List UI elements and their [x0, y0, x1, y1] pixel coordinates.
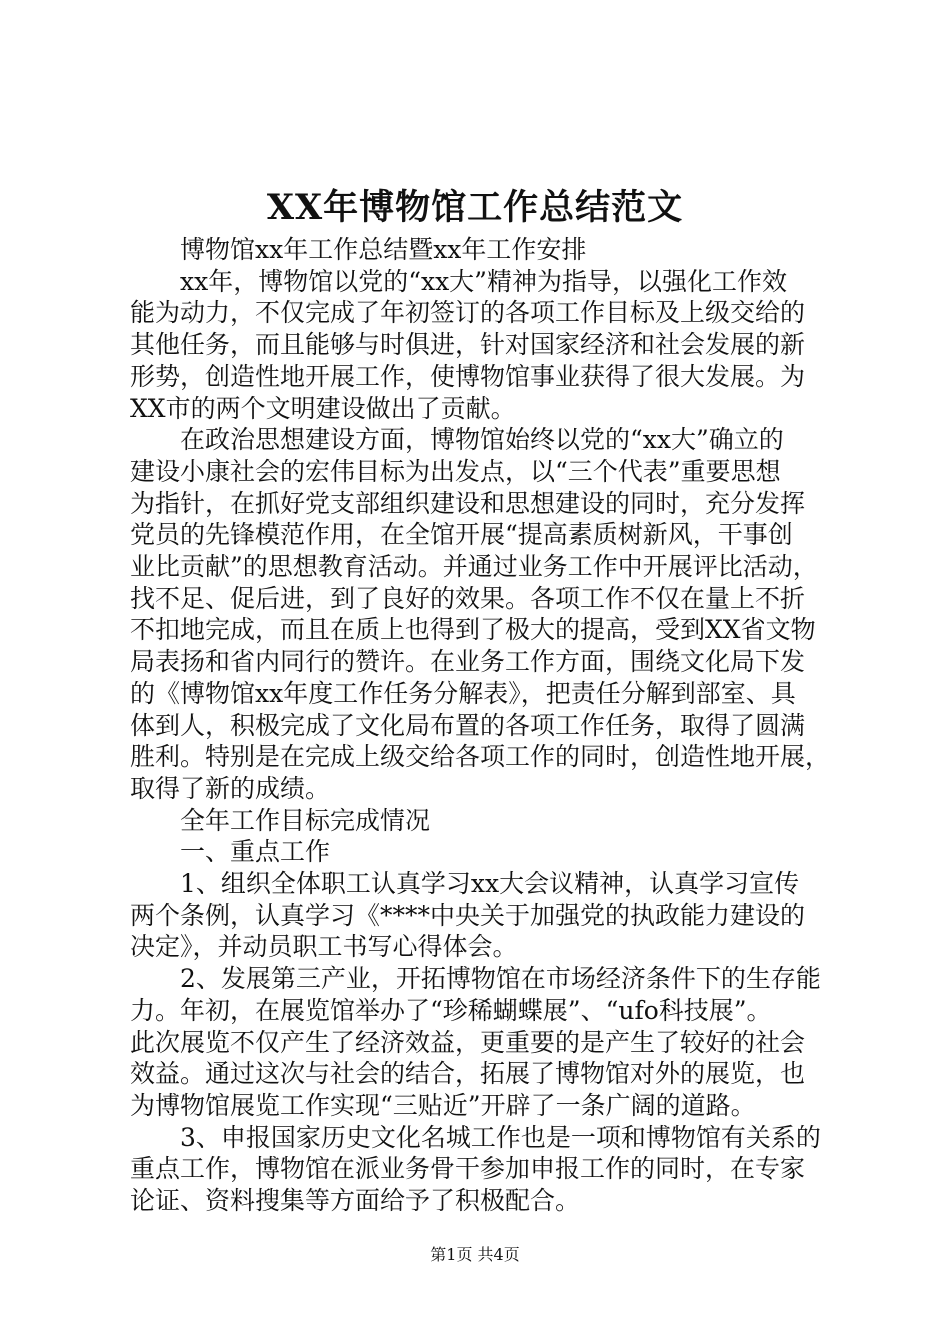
text-line: 一、重点工作	[180, 837, 331, 867]
text-line: xx年，博物馆以党的“xx大”精神为指导，以强化工作效	[180, 266, 787, 296]
text-line: 为博物馆展览工作实现“三贴近”开辟了一条广阔的道路。	[130, 1090, 756, 1120]
paragraph	[130, 1122, 830, 1217]
text-line: 其他任务，而且能够与时俱进，针对国家经济和社会发展的新	[130, 330, 806, 360]
text-line: 3、申报国家历史文化名城工作也是一项和博物馆有关系的	[180, 1122, 821, 1152]
text-line: 找不足、促后进，到了良好的效果。各项工作不仅在量上不折	[130, 583, 806, 613]
text-line: XX市的两个文明建设做出了贡献。	[130, 393, 516, 423]
text-line: 决定》，并动员职工书写心得体会。	[130, 932, 518, 962]
text-line: 在政治思想建设方面，博物馆始终以党的“xx大”确立的	[180, 425, 784, 455]
text-line: 两个条例，认真学习《****中央关于加强党的执政能力建设的	[130, 900, 806, 930]
text-line: 体到人，积极完成了文化局布置的各项工作任务，取得了圆满	[130, 710, 806, 740]
paragraph	[130, 424, 830, 804]
text-line: 2、发展第三产业，开拓博物馆在市场经济条件下的生存能	[180, 964, 821, 994]
text-line: 论证、资料搜集等方面给予了积极配合。	[130, 1186, 581, 1216]
text-line: 效益。通过这次与社会的结合，拓展了博物馆对外的展览，也	[130, 1059, 806, 1089]
text-line: 取得了新的成绩。	[130, 773, 331, 803]
page-footer: 第1页 共4页	[430, 1245, 520, 1264]
text-line: 胜利。特别是在完成上级交给各项工作的同时，创造性地开展，	[130, 742, 831, 772]
text-line: 1、组织全体职工认真学习xx大会议精神，认真学习宣传	[180, 869, 800, 899]
document-title: XX年博物馆工作总结范文	[266, 187, 684, 228]
text-line: 业比贡献”的思想教育活动。并通过业务工作中开展评比活动，	[130, 552, 818, 582]
text-line: 局表扬和省内同行的赞许。在业务工作方面，围绕文化局下发	[130, 647, 806, 677]
paragraph	[130, 836, 830, 868]
text-line: 建设小康社会的宏伟目标为出发点，以“三个代表”重要思想	[130, 456, 781, 486]
text-line: 全年工作目标完成情况	[180, 805, 431, 835]
text-line: 重点工作，博物馆在派业务骨干参加申报工作的同时，在专家	[130, 1154, 806, 1184]
paragraph	[130, 805, 830, 837]
text-line: 形势，创造性地开展工作，使博物馆事业获得了很大发展。为	[130, 361, 806, 391]
text-line: 博物馆xx年工作总结暨xx年工作安排	[180, 235, 587, 264]
paragraph	[130, 868, 830, 963]
text-line: 为指针，在抓好党支部组织建设和思想建设的同时，充分发挥	[130, 488, 806, 518]
text-line: 的《博物馆xx年度工作任务分解表》，把责任分解到部室、具	[130, 678, 796, 708]
text-line: 不扣地完成，而且在质上也得到了极大的提高，受到XX省文物	[130, 615, 816, 645]
text-line: 力。年初，在展览馆举办了“珍稀蝴蝶展”、“ufo科技展”。	[130, 995, 772, 1025]
paragraph	[130, 963, 830, 1122]
text-line: 能为动力，不仅完成了年初签订的各项工作目标及上级交给的	[130, 298, 806, 328]
text-line: 党员的先锋模范作用，在全馆开展“提高素质树新风，干事创	[130, 520, 793, 550]
paragraph	[130, 234, 830, 266]
document-body	[130, 234, 830, 1217]
paragraph	[130, 266, 830, 425]
text-line: 此次展览不仅产生了经济效益，更重要的是产生了较好的社会	[130, 1027, 806, 1057]
